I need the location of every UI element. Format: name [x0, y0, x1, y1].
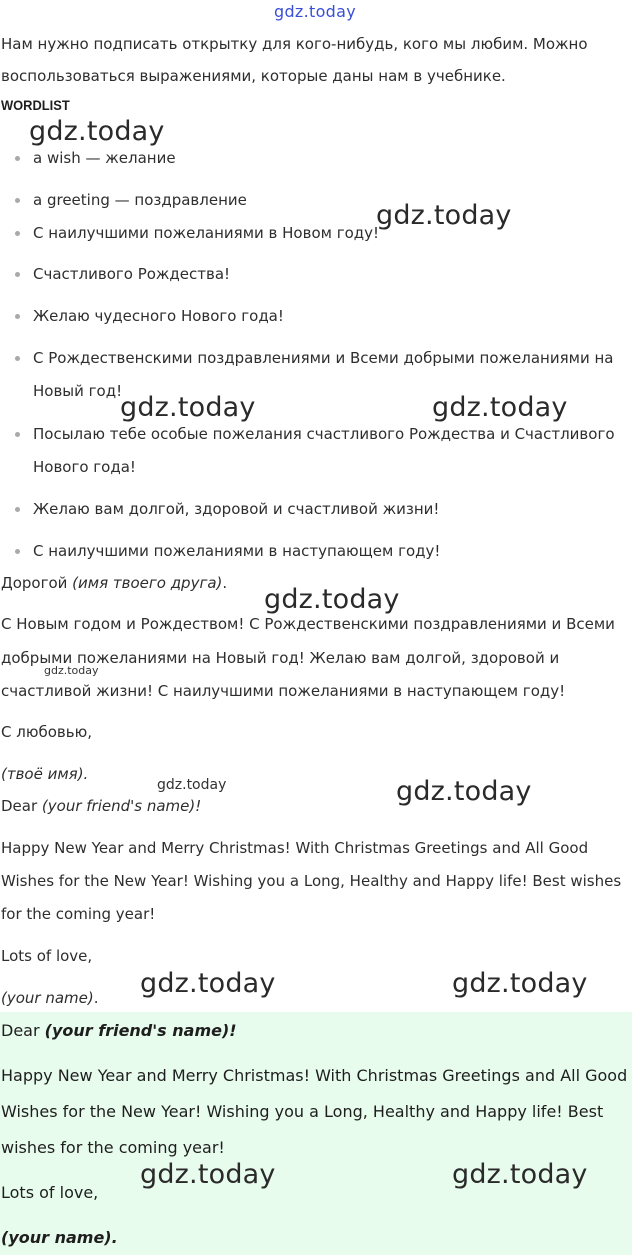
watermark: gdz.today	[140, 968, 276, 999]
site-logo[interactable]: gdz.today	[274, 2, 356, 21]
bullet-icon	[15, 507, 20, 512]
bullet-icon	[15, 549, 20, 554]
list-item: С Рождественскими поздравлениями и Всеми добрыми пожеланиями на	[33, 349, 614, 367]
list-item: Посылаю тебе особые пожелания счастливого Рождества и Счастливого	[33, 425, 615, 443]
ru-closing: С любовью,	[1, 723, 92, 741]
en-body-line: for the coming year!	[1, 905, 156, 923]
bullet-icon	[15, 432, 20, 437]
list-item: С наилучшими пожеланиями в Новом году!	[33, 224, 380, 242]
list-item-continuation: Нового года!	[33, 458, 136, 476]
watermark: gdz.today	[376, 200, 512, 231]
bullet-icon	[15, 198, 20, 203]
watermark: gdz.today	[432, 392, 568, 423]
watermark: gdz.today	[29, 116, 165, 147]
list-item-continuation: Новый год!	[33, 382, 123, 400]
list-item: Желаю вам долгой, здоровой и счастливой жизни!	[33, 500, 440, 518]
ru-body-line: счастливой жизни! С наилучшими пожеланиями в наступающем году!	[1, 682, 566, 700]
list-item: Счастливого Рождества!	[33, 265, 231, 283]
en-signature: (your name).	[1, 989, 99, 1007]
intro-line: воспользоваться выражениями, которые даны нам в учебнике.	[1, 67, 506, 85]
bullet-icon	[15, 314, 20, 319]
watermark: gdz.today	[264, 584, 400, 615]
answer-box	[0, 1012, 632, 1255]
wordlist-heading: WORDLIST	[1, 97, 70, 113]
watermark: gdz.today	[120, 392, 256, 423]
answer-greeting: Dear (your friend's name)!	[1, 1021, 237, 1040]
watermark: gdz.today	[452, 1159, 588, 1190]
en-body-line: Wishes for the New Year! Wishing you a Long, Healthy and Happy life! Best wishes	[1, 872, 622, 890]
watermark: gdz.today	[140, 1159, 276, 1190]
en-greeting: Dear (your friend's name)!	[1, 797, 202, 815]
bullet-icon	[15, 356, 20, 361]
ru-body-line: добрыми пожеланиями на Новый год! Желаю вам долгой, здоровой и	[1, 649, 560, 667]
list-item: a greeting — поздравление	[33, 191, 247, 209]
answer-body-line: Happy New Year and Merry Christmas! With Christmas Greetings and All Good	[1, 1066, 628, 1085]
watermark: gdz.today	[157, 777, 227, 793]
list-item: a wish — желание	[33, 149, 176, 167]
intro-line: Нам нужно подписать открытку для кого-нибудь, кого мы любим. Можно	[1, 35, 588, 53]
watermark: gdz.today	[452, 968, 588, 999]
en-body-line: Happy New Year and Merry Christmas! With Christmas Greetings and All Good	[1, 839, 589, 857]
bullet-icon	[15, 272, 20, 277]
list-item: С наилучшими пожеланиями в наступающем году!	[33, 542, 441, 560]
ru-body-line: С Новым годом и Рождеством! С Рождественскими поздравлениями и Всеми	[1, 615, 615, 633]
ru-greeting: Дорогой (имя твоего друга).	[1, 574, 228, 592]
bullet-icon	[15, 231, 20, 236]
ru-signature: (твоё имя).	[1, 765, 89, 783]
en-closing: Lots of love,	[1, 947, 93, 965]
list-item: Желаю чудесного Нового года!	[33, 307, 284, 325]
answer-body-line: wishes for the coming year!	[1, 1138, 225, 1157]
watermark: gdz.today	[396, 776, 532, 807]
answer-closing: Lots of love,	[1, 1183, 99, 1202]
bullet-icon	[15, 156, 20, 161]
answer-body-line: Wishes for the New Year! Wishing you a Long, Healthy and Happy life! Best	[1, 1102, 604, 1121]
watermark: gdz.today	[44, 664, 99, 677]
answer-signature: (your name).	[1, 1228, 118, 1247]
